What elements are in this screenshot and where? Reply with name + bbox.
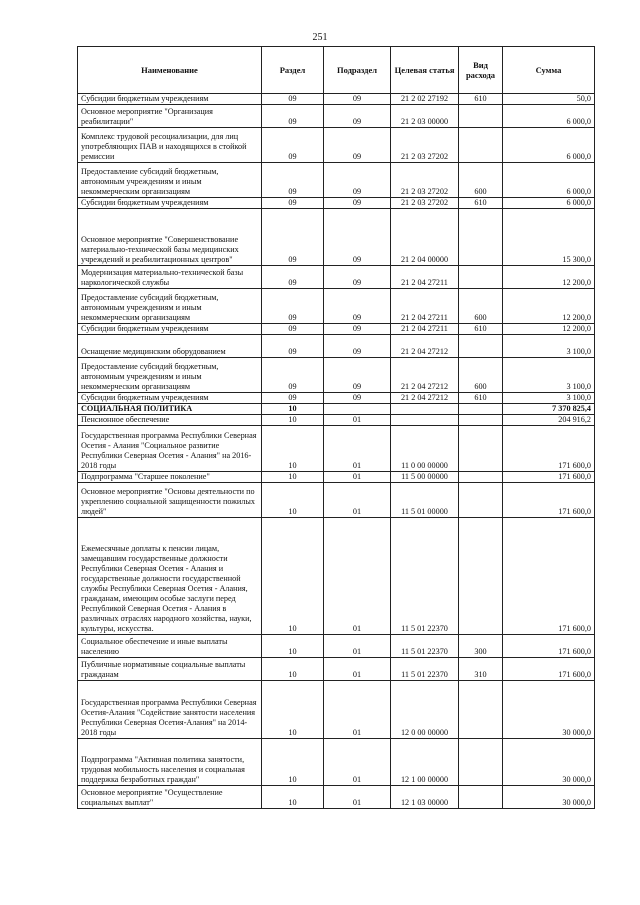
row-sum: 171 600,0 bbox=[503, 518, 595, 635]
row-name: Комплекс трудовой ресоциализации, для лиц употребляющих ПАВ и находящихся в стойкой ремиссии bbox=[78, 128, 262, 163]
row-section: 10 bbox=[262, 518, 324, 635]
row-target: 21 2 04 27212 bbox=[391, 393, 459, 404]
row-target: 11 5 00 00000 bbox=[391, 472, 459, 483]
header-sum: Сумма bbox=[503, 47, 595, 94]
table-body bbox=[78, 94, 595, 809]
row-type bbox=[459, 128, 503, 163]
row-subsection: 01 bbox=[324, 739, 391, 786]
table-row bbox=[78, 105, 595, 128]
row-type bbox=[459, 266, 503, 289]
row-subsection: 09 bbox=[324, 358, 391, 393]
row-name: Субсидии бюджетным учреждениям bbox=[78, 393, 262, 404]
row-target: 21 2 04 27212 bbox=[391, 358, 459, 393]
row-subsection bbox=[324, 404, 391, 415]
row-sum: 6 000,0 bbox=[503, 105, 595, 128]
row-target: 21 2 02 27192 bbox=[391, 94, 459, 105]
row-section: 09 bbox=[262, 163, 324, 198]
row-type bbox=[459, 335, 503, 358]
budget-table bbox=[77, 46, 595, 809]
row-sum: 171 600,0 bbox=[503, 472, 595, 483]
row-section: 09 bbox=[262, 266, 324, 289]
row-sum: 3 100,0 bbox=[503, 335, 595, 358]
row-section: 10 bbox=[262, 483, 324, 518]
table-row bbox=[78, 681, 595, 739]
row-target: 11 5 01 22370 bbox=[391, 658, 459, 681]
row-section: 09 bbox=[262, 128, 324, 163]
page-number: 251 bbox=[312, 32, 328, 43]
row-subsection: 01 bbox=[324, 635, 391, 658]
row-target bbox=[391, 404, 459, 415]
row-subsection: 09 bbox=[324, 198, 391, 209]
header-type: Вид расхода bbox=[459, 47, 503, 94]
row-sum: 3 100,0 bbox=[503, 393, 595, 404]
row-type bbox=[459, 739, 503, 786]
row-target: 21 2 04 27211 bbox=[391, 266, 459, 289]
table-row bbox=[78, 94, 595, 105]
row-sum: 7 370 825,4 bbox=[503, 404, 595, 415]
row-type bbox=[459, 415, 503, 426]
row-section: 10 bbox=[262, 404, 324, 415]
row-target: 11 0 00 00000 bbox=[391, 426, 459, 472]
row-subsection: 01 bbox=[324, 415, 391, 426]
row-name: Социальное обеспечение и иные выплаты населению bbox=[78, 635, 262, 658]
row-type bbox=[459, 472, 503, 483]
table-row bbox=[78, 786, 595, 809]
row-sum: 6 000,0 bbox=[503, 128, 595, 163]
table-row bbox=[78, 266, 595, 289]
row-type: 610 bbox=[459, 393, 503, 404]
row-name: СОЦИАЛЬНАЯ ПОЛИТИКА bbox=[78, 404, 262, 415]
row-subsection: 01 bbox=[324, 518, 391, 635]
row-type: 300 bbox=[459, 635, 503, 658]
row-section: 09 bbox=[262, 393, 324, 404]
row-sum: 12 200,0 bbox=[503, 289, 595, 324]
row-name: Государственная программа Республики Северная Осетия - Алания "Социальное развитие Республики Северная Осетия - Алания" на 2016-2018 годы bbox=[78, 426, 262, 472]
row-name: Предоставление субсидий бюджетным, автономным учреждениям и иным некоммерческим организациям bbox=[78, 163, 262, 198]
row-target: 21 2 03 27202 bbox=[391, 128, 459, 163]
row-sum: 171 600,0 bbox=[503, 483, 595, 518]
row-type: 310 bbox=[459, 658, 503, 681]
row-name: Основное мероприятие "Основы деятельности по укреплению социальной защищенности пожилых людей" bbox=[78, 483, 262, 518]
row-target: 21 2 03 00000 bbox=[391, 105, 459, 128]
table-row bbox=[78, 518, 595, 635]
row-type bbox=[459, 483, 503, 518]
row-section: 09 bbox=[262, 198, 324, 209]
row-type: 600 bbox=[459, 289, 503, 324]
row-name: Субсидии бюджетным учреждениям bbox=[78, 324, 262, 335]
row-target: 21 2 04 27211 bbox=[391, 289, 459, 324]
row-subsection: 01 bbox=[324, 472, 391, 483]
row-subsection: 01 bbox=[324, 658, 391, 681]
row-type: 610 bbox=[459, 198, 503, 209]
row-type bbox=[459, 518, 503, 635]
table-row bbox=[78, 658, 595, 681]
row-type: 610 bbox=[459, 324, 503, 335]
row-name: Субсидии бюджетным учреждениям bbox=[78, 94, 262, 105]
row-section: 09 bbox=[262, 358, 324, 393]
row-type bbox=[459, 426, 503, 472]
row-sum: 12 200,0 bbox=[503, 324, 595, 335]
row-subsection: 09 bbox=[324, 289, 391, 324]
row-type bbox=[459, 404, 503, 415]
row-type: 600 bbox=[459, 358, 503, 393]
row-type: 610 bbox=[459, 94, 503, 105]
row-target: 11 5 01 22370 bbox=[391, 635, 459, 658]
table-row bbox=[78, 358, 595, 393]
table-row bbox=[78, 404, 595, 415]
row-name: Публичные нормативные социальные выплаты гражданам bbox=[78, 658, 262, 681]
row-name: Подпрограмма "Старшее поколение" bbox=[78, 472, 262, 483]
row-subsection: 09 bbox=[324, 324, 391, 335]
table-row bbox=[78, 324, 595, 335]
table-row bbox=[78, 635, 595, 658]
row-target: 12 1 03 00000 bbox=[391, 786, 459, 809]
row-name: Государственная программа Республики Северная Осетия-Алания "Содействие занятости населения Республики Северная Осетия-Алания" на 2014-2018 годы bbox=[78, 681, 262, 739]
row-name: Основное мероприятие "Организация реабилитации" bbox=[78, 105, 262, 128]
row-target: 21 2 03 27202 bbox=[391, 198, 459, 209]
row-target: 11 5 01 00000 bbox=[391, 483, 459, 518]
table-row bbox=[78, 483, 595, 518]
table-row bbox=[78, 289, 595, 324]
row-section: 09 bbox=[262, 289, 324, 324]
row-section: 10 bbox=[262, 415, 324, 426]
row-subsection: 09 bbox=[324, 266, 391, 289]
row-section: 09 bbox=[262, 105, 324, 128]
row-sum: 6 000,0 bbox=[503, 198, 595, 209]
table-row bbox=[78, 393, 595, 404]
table-row bbox=[78, 426, 595, 472]
row-name: Оснащение медицинским оборудованием bbox=[78, 335, 262, 358]
table-row bbox=[78, 209, 595, 266]
row-subsection: 09 bbox=[324, 105, 391, 128]
row-subsection: 01 bbox=[324, 681, 391, 739]
row-subsection: 09 bbox=[324, 209, 391, 266]
row-section: 10 bbox=[262, 635, 324, 658]
row-subsection: 09 bbox=[324, 128, 391, 163]
row-name: Модернизация материально-технической базы наркологической службы bbox=[78, 266, 262, 289]
table-header-row bbox=[78, 47, 595, 94]
row-sum: 6 000,0 bbox=[503, 163, 595, 198]
row-target: 12 0 00 00000 bbox=[391, 681, 459, 739]
row-name: Подпрограмма "Активная политика занятости, трудовая мобильность населения и социальная поддержка безработных граждан" bbox=[78, 739, 262, 786]
row-section: 09 bbox=[262, 324, 324, 335]
row-section: 10 bbox=[262, 658, 324, 681]
header-section: Раздел bbox=[262, 47, 324, 94]
row-target: 21 2 04 00000 bbox=[391, 209, 459, 266]
row-target bbox=[391, 415, 459, 426]
table-row bbox=[78, 472, 595, 483]
row-subsection: 09 bbox=[324, 163, 391, 198]
row-target: 21 2 04 27211 bbox=[391, 324, 459, 335]
row-type: 600 bbox=[459, 163, 503, 198]
row-section: 09 bbox=[262, 209, 324, 266]
row-sum: 171 600,0 bbox=[503, 658, 595, 681]
table-row bbox=[78, 163, 595, 198]
row-type bbox=[459, 681, 503, 739]
header-name: Наименование bbox=[78, 47, 262, 94]
row-sum: 30 000,0 bbox=[503, 739, 595, 786]
row-type bbox=[459, 786, 503, 809]
header-subsection: Подраздел bbox=[324, 47, 391, 94]
table-row bbox=[78, 739, 595, 786]
row-target: 11 5 01 22370 bbox=[391, 518, 459, 635]
row-section: 10 bbox=[262, 681, 324, 739]
row-sum: 171 600,0 bbox=[503, 635, 595, 658]
row-sum: 30 000,0 bbox=[503, 681, 595, 739]
row-target: 21 2 03 27202 bbox=[391, 163, 459, 198]
row-section: 10 bbox=[262, 472, 324, 483]
row-type bbox=[459, 105, 503, 128]
row-subsection: 09 bbox=[324, 94, 391, 105]
row-section: 09 bbox=[262, 94, 324, 105]
row-sum: 50,0 bbox=[503, 94, 595, 105]
row-name: Предоставление субсидий бюджетным, автономным учреждениям и иным некоммерческим организациям bbox=[78, 358, 262, 393]
row-sum: 12 200,0 bbox=[503, 266, 595, 289]
row-name: Пенсионное обеспечение bbox=[78, 415, 262, 426]
header-target: Целевая статья bbox=[391, 47, 459, 94]
row-subsection: 01 bbox=[324, 786, 391, 809]
row-section: 09 bbox=[262, 335, 324, 358]
table-row bbox=[78, 335, 595, 358]
row-name: Предоставление субсидий бюджетным, автономным учреждениям и иным некоммерческим организациям bbox=[78, 289, 262, 324]
row-name: Ежемесячные доплаты к пенсии лицам, замещавшим государственные должности Республики Северная Осетия - Алания и государственные должности государственной службы Республики Северная Осетия - Алания, гражданам, имеющим особые заслуги перед Республикой Северная Осетия - Алания в различных отраслях народного хозяйства, науки, культуры, искусства. bbox=[78, 518, 262, 635]
row-type bbox=[459, 209, 503, 266]
row-sum: 204 916,2 bbox=[503, 415, 595, 426]
row-subsection: 01 bbox=[324, 426, 391, 472]
row-section: 10 bbox=[262, 739, 324, 786]
row-section: 10 bbox=[262, 786, 324, 809]
table-row bbox=[78, 128, 595, 163]
row-subsection: 09 bbox=[324, 335, 391, 358]
row-sum: 30 000,0 bbox=[503, 786, 595, 809]
row-sum: 3 100,0 bbox=[503, 358, 595, 393]
table-row bbox=[78, 415, 595, 426]
row-section: 10 bbox=[262, 426, 324, 472]
row-target: 21 2 04 27212 bbox=[391, 335, 459, 358]
row-name: Субсидии бюджетным учреждениям bbox=[78, 198, 262, 209]
row-name: Основное мероприятие "Осуществление социальных выплат" bbox=[78, 786, 262, 809]
row-subsection: 01 bbox=[324, 483, 391, 518]
row-target: 12 1 00 00000 bbox=[391, 739, 459, 786]
row-sum: 15 300,0 bbox=[503, 209, 595, 266]
table-row bbox=[78, 198, 595, 209]
row-subsection: 09 bbox=[324, 393, 391, 404]
row-sum: 171 600,0 bbox=[503, 426, 595, 472]
row-name: Основное мероприятие "Совершенствование материально-технической базы медицинских учреждений и реабилитационных центров" bbox=[78, 209, 262, 266]
